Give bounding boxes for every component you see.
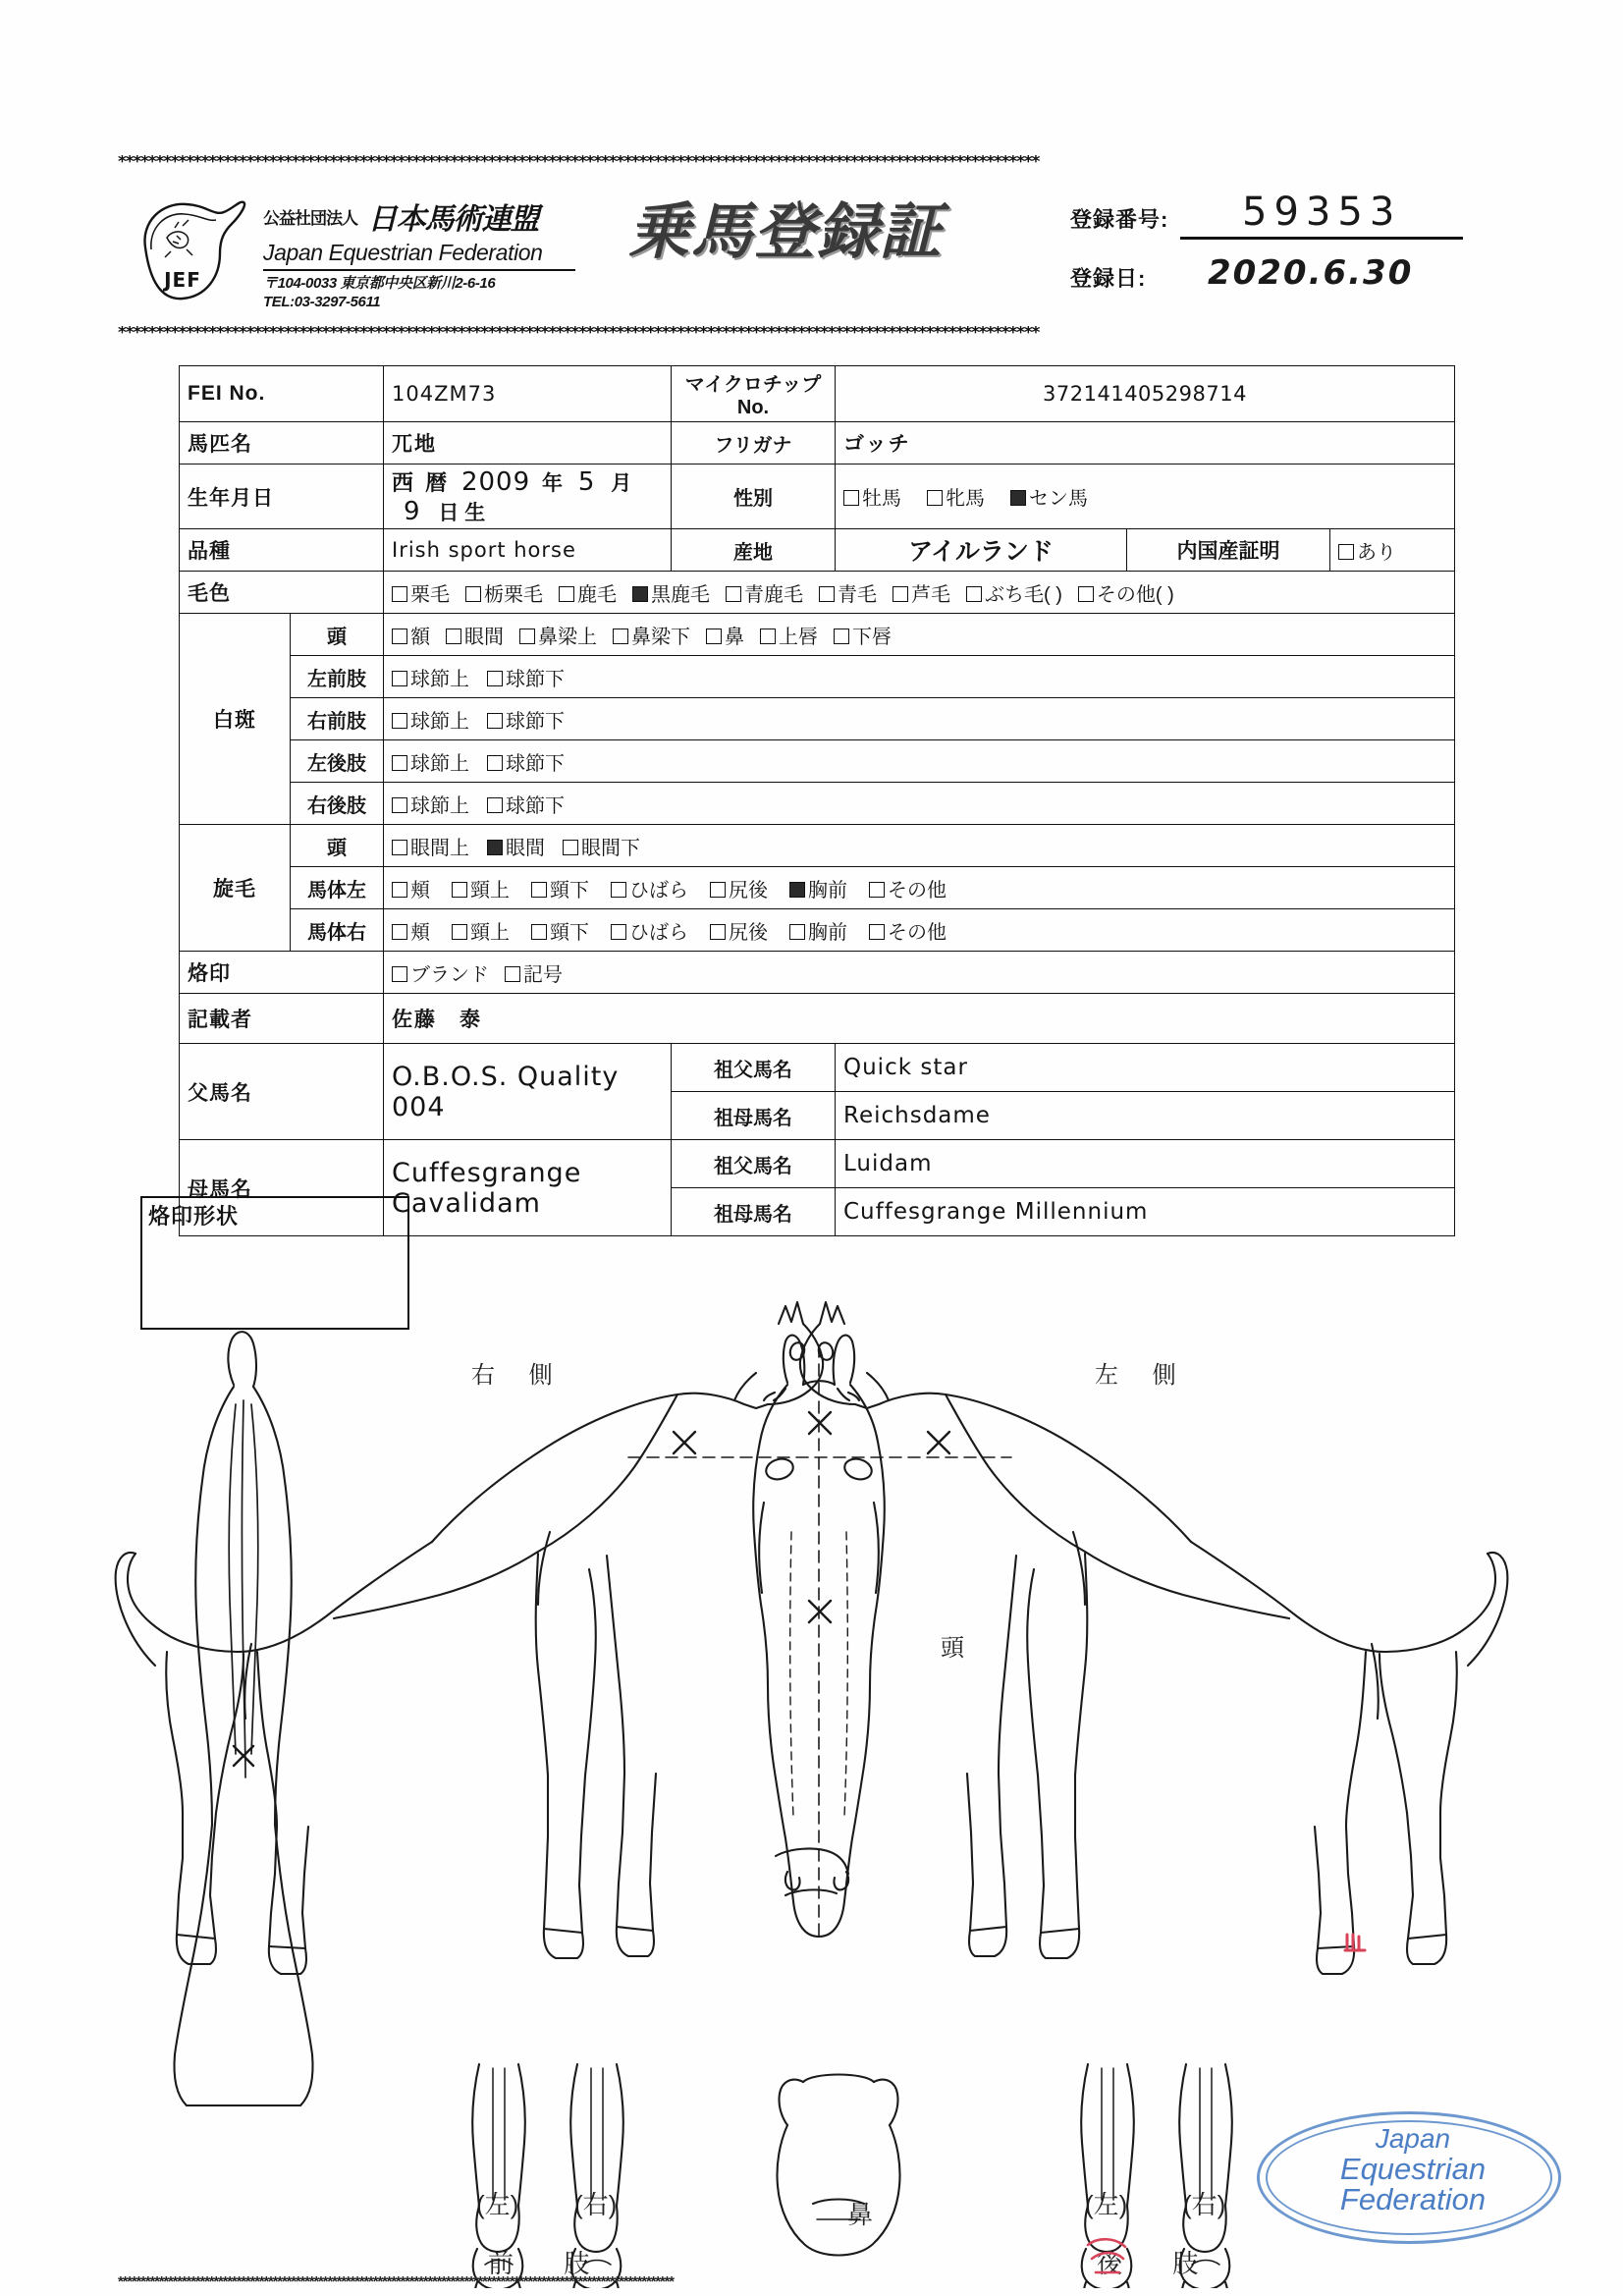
right-side-label: 右 側 xyxy=(471,1362,567,1389)
microchip-value: 372141405298714 xyxy=(836,366,1455,422)
brand-checkbox-group xyxy=(392,958,1446,987)
org-telephone: TEL:03-3297-5611 xyxy=(263,293,381,310)
horse-name-value: 兀地 xyxy=(384,422,672,465)
coat-color-checkbox-group xyxy=(392,578,1446,607)
jef-official-stamp xyxy=(1257,2111,1561,2244)
white-row-label-head: 頭 xyxy=(291,614,384,656)
white-head-option-5[interactable]: 上唇 xyxy=(760,621,818,649)
white-rf-options xyxy=(384,698,1455,740)
whorl-label: 旋毛 xyxy=(180,825,291,952)
dam-value: Cuffesgrange Cavalidam xyxy=(384,1140,672,1236)
table-row-horse-name xyxy=(180,422,1455,465)
registration-number-value: 59353 xyxy=(1180,190,1463,240)
white-row-label-left-hind: 左後肢 xyxy=(291,740,384,783)
white-head-option-6[interactable]: 下唇 xyxy=(834,621,892,649)
white-row-label-right-fore: 右前肢 xyxy=(291,698,384,740)
white-rh-options xyxy=(384,783,1455,825)
white-lf-option-0[interactable]: 球節上 xyxy=(392,663,469,691)
dam-grandsire-label: 祖父馬名 xyxy=(672,1140,836,1188)
birth-month: 5 xyxy=(577,467,596,497)
white-rh-option-0[interactable]: 球節上 xyxy=(392,790,469,818)
registration-number-row xyxy=(1070,185,1463,240)
organisation-block xyxy=(263,194,587,312)
stamp-line-3: Federation xyxy=(1339,2182,1487,2217)
coat-option-7[interactable]: ぶち毛( ) xyxy=(966,578,1062,607)
horse-right-side-outline xyxy=(116,1302,824,1974)
whorl-row-label-body-left: 馬体左 xyxy=(291,867,384,909)
org-postal-address: 〒104-0033 東京都中央区新川2-6-16 xyxy=(263,275,496,292)
whorl-head-option-2[interactable]: 眼間下 xyxy=(563,832,640,860)
white-lf-options xyxy=(384,656,1455,698)
jef-logo-icon xyxy=(137,192,253,310)
white-lh-option-0[interactable]: 球節上 xyxy=(392,747,469,776)
sex-options xyxy=(836,465,1455,529)
whorl-right-option-0[interactable]: 頬 xyxy=(392,916,430,945)
sire-label: 父馬名 xyxy=(180,1044,384,1140)
whorl-right-option-3[interactable]: ひばら xyxy=(611,916,688,945)
table-row-brand xyxy=(180,952,1455,994)
whorl-mark-rear xyxy=(234,1746,253,1766)
brand-option-symbol[interactable]: 記号 xyxy=(505,958,563,987)
front-legs-diagram xyxy=(472,2064,623,2288)
horse-left-side-outline xyxy=(800,1302,1508,1974)
furigana-value: ゴッチ xyxy=(836,422,1455,465)
whorl-head-option-0[interactable]: 眼間上 xyxy=(392,832,469,860)
birthdate-value xyxy=(384,465,672,529)
white-row-label-left-fore: 左前肢 xyxy=(291,656,384,698)
coat-option-8[interactable]: その他( ) xyxy=(1078,578,1174,607)
table-row-sire-1 xyxy=(180,1044,1455,1092)
whorl-left-option-5[interactable]: 胸前 xyxy=(789,874,847,902)
table-row-white-lf xyxy=(180,656,1455,698)
whorl-left-checkbox-group xyxy=(392,874,1446,902)
brand-options xyxy=(384,952,1455,994)
nose-diagram xyxy=(777,2075,899,2256)
horse-name-label: 馬匹名 xyxy=(180,422,384,465)
white-markings-label: 白斑 xyxy=(180,614,291,825)
dam-granddam-value: Cuffesgrange Millennium xyxy=(836,1188,1455,1236)
sex-option-gelding[interactable]: セン馬 xyxy=(1010,482,1088,511)
sire-value: O.B.O.S. Quality 004 xyxy=(384,1044,672,1140)
sire-grandsire-label: 祖父馬名 xyxy=(672,1044,836,1092)
white-head-checkbox-group xyxy=(392,621,1446,649)
svg-text:JEF: JEF xyxy=(164,268,201,292)
whorl-right-options xyxy=(384,909,1455,952)
front-legs-label: 前 肢 xyxy=(488,2249,612,2278)
registration-number-label: 登録番号: xyxy=(1070,207,1169,232)
table-row-whorl-head xyxy=(180,825,1455,867)
birth-era-prefix: 西 暦 xyxy=(392,470,451,495)
sex-label: 性別 xyxy=(672,465,836,529)
birth-day-unit: 日 生 xyxy=(438,502,486,524)
white-head-option-1[interactable]: 眼間 xyxy=(446,621,504,649)
table-row-white-lh xyxy=(180,740,1455,783)
coat-option-6[interactable]: 芦毛 xyxy=(893,578,950,607)
hind-left-red-marking xyxy=(1088,2239,1125,2272)
whorl-right-option-5[interactable]: 胸前 xyxy=(789,916,847,945)
whorl-right-option-6[interactable]: その他 xyxy=(869,916,947,945)
recorder-label: 記載者 xyxy=(180,994,384,1044)
brand-label: 烙印 xyxy=(180,952,384,994)
white-rf-checkbox-group xyxy=(392,705,1446,734)
white-head-option-4[interactable]: 鼻 xyxy=(706,621,744,649)
white-head-option-0[interactable]: 額 xyxy=(392,621,430,649)
left-side-label: 左 側 xyxy=(1095,1362,1190,1389)
front-right-label: (右) xyxy=(574,2190,618,2219)
whorl-left-option-3[interactable]: ひばら xyxy=(611,874,688,902)
white-rf-option-0[interactable]: 球節上 xyxy=(392,705,469,734)
fei-no-value: 104ZM73 xyxy=(384,366,672,422)
nose-diagram-label: 鼻 xyxy=(847,2200,874,2229)
whorl-left-option-6[interactable]: その他 xyxy=(869,874,947,902)
sex-option-stallion[interactable]: 牡馬 xyxy=(843,482,901,511)
coat-option-4[interactable]: 青鹿毛 xyxy=(726,578,803,607)
star-divider-top: ************************************************************************************************************************** xyxy=(118,155,1040,169)
coat-option-1[interactable]: 栃栗毛 xyxy=(465,578,543,607)
sire-grandsire-value: Quick star xyxy=(836,1044,1455,1092)
white-lf-option-1[interactable]: 球節下 xyxy=(487,663,565,691)
hind-legs-label: 後 肢 xyxy=(1097,2249,1220,2278)
sire-granddam-label: 祖母馬名 xyxy=(672,1092,836,1140)
whorl-head-checkbox-group xyxy=(392,832,1446,860)
white-lf-checkbox-group xyxy=(392,663,1446,691)
hind-legs-diagram xyxy=(1081,2064,1232,2288)
table-row-fei xyxy=(180,366,1455,422)
whorl-right-option-2[interactable]: 頸下 xyxy=(531,916,589,945)
table-row-dam-1 xyxy=(180,1140,1455,1188)
coat-option-2[interactable]: 鹿毛 xyxy=(559,578,617,607)
hind-left-label: (左) xyxy=(1085,2190,1128,2219)
whorl-right-option-1[interactable]: 頸上 xyxy=(452,916,510,945)
origin-value: アイルランド xyxy=(836,529,1127,572)
star-divider-bottom: ************************************************************************************************************************** xyxy=(118,326,1040,340)
whorl-left-option-4[interactable]: 尻後 xyxy=(710,874,768,902)
whorl-row-label-body-right: 馬体右 xyxy=(291,909,384,952)
table-row-white-rf xyxy=(180,698,1455,740)
whorl-right-option-4[interactable]: 尻後 xyxy=(710,916,768,945)
white-rh-checkbox-group xyxy=(392,790,1446,818)
birth-year: 2009 xyxy=(460,467,531,497)
domestic-certificate-option xyxy=(1330,529,1455,572)
dam-label: 母馬名 xyxy=(180,1140,384,1236)
hind-right-label: (右) xyxy=(1183,2190,1226,2219)
whorl-left-option-0[interactable]: 頬 xyxy=(392,874,430,902)
table-row-recorder xyxy=(180,994,1455,1044)
table-row-coat-color xyxy=(180,572,1455,614)
coat-color-options xyxy=(384,572,1455,614)
white-head-option-3[interactable]: 鼻梁下 xyxy=(613,621,690,649)
origin-label: 産地 xyxy=(672,529,836,572)
white-row-label-right-hind: 右後肢 xyxy=(291,783,384,825)
furigana-label: フリガナ xyxy=(672,422,836,465)
whorl-mark-right-shoulder xyxy=(674,1432,695,1453)
org-name-jp: 日本馬術連盟 xyxy=(367,203,539,236)
breed-label: 品種 xyxy=(180,529,384,572)
org-name-en: Japan Equestrian Federation xyxy=(263,240,575,271)
whorl-mark-forehead xyxy=(809,1412,831,1434)
horse-rear-view-outline xyxy=(175,1332,313,2105)
fei-no-label: FEI No. xyxy=(180,366,384,422)
microchip-label: マイクロチップNo. xyxy=(672,366,836,422)
coat-option-5[interactable]: 青毛 xyxy=(819,578,877,607)
whorl-left-option-1[interactable]: 頸上 xyxy=(452,874,510,902)
table-row-whorl-left xyxy=(180,867,1455,909)
horse-head-front-outline xyxy=(628,1336,1011,1937)
sex-option-mare[interactable]: 牝馬 xyxy=(927,482,985,511)
head-center-axis xyxy=(628,1345,1011,1937)
table-row-white-head xyxy=(180,614,1455,656)
brand-option-brand[interactable]: ブランド xyxy=(392,958,489,987)
whorl-head-option-1[interactable]: 眼間 xyxy=(487,832,545,860)
table-row-breed xyxy=(180,529,1455,572)
white-head-options xyxy=(384,614,1455,656)
whorl-right-checkbox-group xyxy=(392,916,1446,945)
coat-option-3[interactable]: 黒鹿毛 xyxy=(632,578,710,607)
footer-dot-rule: ************************************************************************************************************************** xyxy=(118,2276,674,2288)
white-head-option-2[interactable]: 鼻梁上 xyxy=(519,621,597,649)
table-row-whorl-right xyxy=(180,909,1455,952)
registration-date-row xyxy=(1070,240,1463,295)
coat-color-label: 毛色 xyxy=(180,572,384,614)
front-left-label: (左) xyxy=(476,2190,519,2219)
sex-checkbox-group xyxy=(843,482,1446,511)
table-row-birth xyxy=(180,465,1455,529)
page-title: 乗馬登録証 xyxy=(628,198,944,266)
brand-shape-label: 烙印形状 xyxy=(148,1204,240,1229)
domestic-certificate-checkbox[interactable]: あり xyxy=(1338,536,1396,565)
whorl-head-options xyxy=(384,825,1455,867)
recorder-value: 佐藤 泰 xyxy=(384,994,1455,1044)
registration-info xyxy=(1070,185,1463,295)
white-lh-option-1[interactable]: 球節下 xyxy=(487,747,565,776)
white-lh-options xyxy=(384,740,1455,783)
birth-month-unit: 月 xyxy=(611,472,632,495)
registration-date-value: 2020.6.30 xyxy=(1207,253,1414,293)
whorl-left-options xyxy=(384,867,1455,909)
whorl-left-option-2[interactable]: 頸下 xyxy=(531,874,589,902)
domestic-certificate-label: 内国産証明 xyxy=(1127,529,1330,572)
whorl-row-label-head: 頭 xyxy=(291,825,384,867)
table-row-white-rh xyxy=(180,783,1455,825)
white-rh-option-1[interactable]: 球節下 xyxy=(487,790,565,818)
birth-year-unit: 年 xyxy=(541,472,563,495)
white-rf-option-1[interactable]: 球節下 xyxy=(487,705,565,734)
whorl-mark-left-shoulder xyxy=(928,1432,949,1453)
birth-day: 9 xyxy=(404,497,421,526)
white-lh-checkbox-group xyxy=(392,747,1446,776)
whorl-mark-nasal xyxy=(809,1601,831,1622)
coat-option-0[interactable]: 栗毛 xyxy=(392,578,450,607)
birthdate-label: 生年月日 xyxy=(180,465,384,529)
org-corporate-type: 公益社団法人 xyxy=(263,208,357,228)
head-diagram-label: 頭 xyxy=(941,1635,964,1662)
dam-granddam-label: 祖母馬名 xyxy=(672,1188,836,1236)
stamp-line-2: Equestrian xyxy=(1339,2151,1487,2186)
stamp-line-1: Japan xyxy=(1375,2123,1451,2154)
breed-value: Irish sport horse xyxy=(384,529,672,572)
registration-date-label: 登録日: xyxy=(1070,266,1147,291)
sire-granddam-value: Reichsdame xyxy=(836,1092,1455,1140)
dam-grandsire-value: Luidam xyxy=(836,1140,1455,1188)
horse-details-table xyxy=(179,365,1455,1236)
